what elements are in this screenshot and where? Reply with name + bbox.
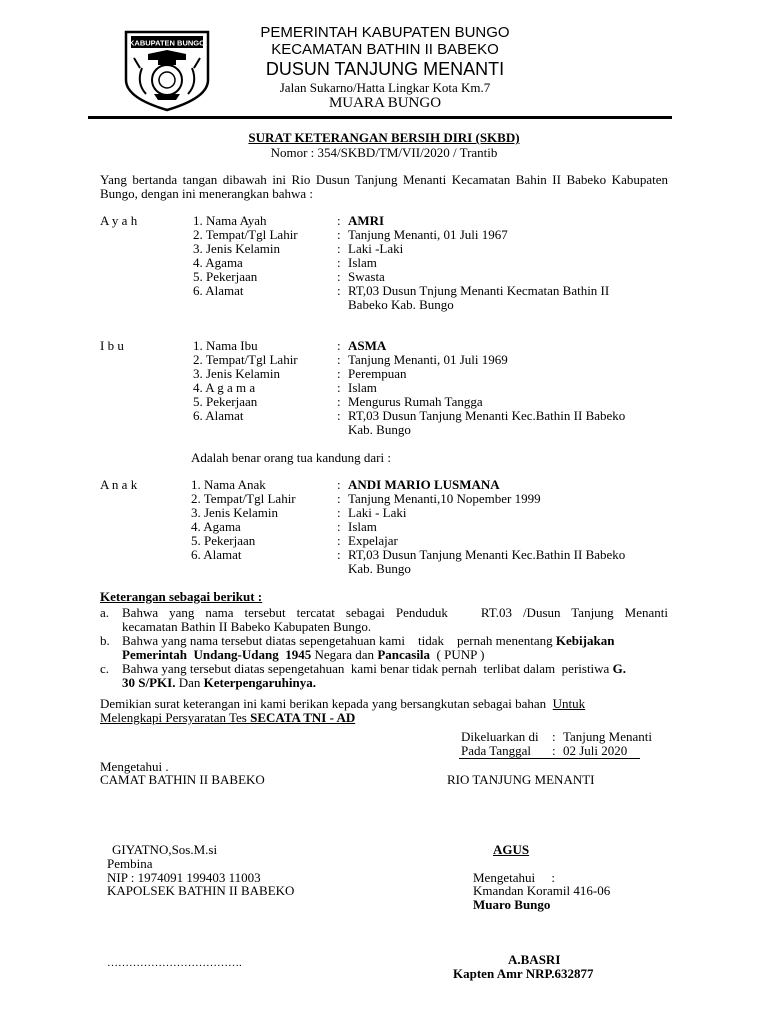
field-label: 3. Jenis Kelamin [191, 505, 279, 520]
field-value: RT,03 Dusun Tnjung Menanti Kecmatan Bathin II [348, 283, 610, 298]
koramil-title: Kmandan Koramil 416-06 [473, 883, 611, 898]
list-text-bold: Pancasila [377, 647, 431, 662]
list-text-continued: kecamatan Bathin II Babeko Kabupaten Bungo. [122, 619, 372, 634]
list-marker: c. [100, 661, 110, 676]
colon: : [337, 519, 341, 534]
colon: : [337, 352, 341, 367]
closing-underlined: Untuk [552, 696, 586, 711]
field-value: Tanjung Menanti,10 Nopember 1999 [348, 491, 541, 506]
closing-text: Demikian surat keterangan ini kami berikan kepada yang bersangkutan sebagai bahan [100, 696, 553, 711]
colon: : [337, 269, 341, 284]
colon: : [337, 366, 341, 381]
colon: : [337, 283, 341, 298]
field-label: 6. Alamat [191, 547, 242, 562]
field-label: 1. Nama Anak [191, 477, 266, 492]
keterangan-heading: Keterangan sebagai berikut : [100, 589, 263, 604]
field-label: 1. Nama Ayah [193, 213, 267, 228]
colon: : [552, 729, 556, 744]
colon: : [337, 408, 341, 423]
colon: : [337, 380, 341, 395]
mengetahui-koramil-label: Mengetahui : [473, 870, 555, 885]
colon: : [337, 547, 341, 562]
field-value-continued: Babeko Kab. Bungo [348, 297, 454, 312]
ayah-name-value: AMRI [348, 213, 385, 228]
field-value-continued: Kab. Bungo [348, 561, 411, 576]
field-label: 4. Agama [193, 255, 243, 270]
ayah-heading: A y a h [100, 213, 138, 228]
field-label: 2. Tempat/Tgl Lahir [193, 227, 298, 242]
kapolsek-title: KAPOLSEK BATHIN II BABEKO [107, 883, 295, 898]
kop-line-3: DUSUN TANJUNG MENANTI [265, 59, 505, 79]
colon: : [552, 743, 556, 758]
kop-divider [88, 116, 672, 119]
kop-address: Jalan Sukarno/Hatta Lingkar Kota Km.7 [279, 80, 491, 95]
field-label: 6. Alamat [193, 408, 244, 423]
closing-line-2 [100, 711, 355, 725]
kop-line-2: KECAMATAN BATHIN II BABEKO [271, 41, 499, 58]
field-label: 4. A g a m a [193, 380, 256, 395]
issued-date-value: 02 Juli 2020 [563, 743, 628, 758]
field-value-continued: Kab. Bungo [348, 422, 411, 437]
colon: : [337, 338, 341, 353]
field-value: Expelajar [348, 533, 398, 548]
field-label: 6. Alamat [193, 283, 244, 298]
list-text-part: Negara dan [311, 647, 378, 662]
field-value: Tanjung Menanti, 01 Juli 1969 [348, 352, 508, 367]
field-value: Laki - Laki [348, 505, 407, 520]
list-text-bold: 30 S/PKI. [122, 675, 176, 690]
koramil-rank: Kapten Amr NRP.632877 [453, 966, 594, 981]
emblem-label: KABUPATEN BUNGO [129, 38, 205, 48]
colon: : [337, 491, 341, 506]
field-label: 5. Pekerjaan [193, 394, 258, 409]
issued-underline [459, 758, 640, 759]
list-marker: b. [100, 633, 110, 648]
field-value: Laki -Laki [348, 241, 404, 256]
field-value: Swasta [348, 269, 385, 284]
list-text-part: ( PUNP ) [430, 647, 485, 662]
list-text-part: Bahwa yang tersebut diatas sepengetahuan kami benar tidak pernah terlibat dalam peristiwa [122, 661, 613, 676]
field-label: 2. Tempat/Tgl Lahir [193, 352, 298, 367]
letter-number: Nomor : 354/SKBD/TM/VII/2020 / Trantib [270, 145, 498, 160]
anak-heading: A n a k [100, 477, 138, 492]
kop-city: MUARA BUNGO [328, 95, 442, 111]
koramil-name: A.BASRI [508, 952, 561, 967]
colon: : [337, 394, 341, 409]
list-text: Bahwa yang nama tersebut tercatat sebagai Penduduk RT.03 /Dusun Tanjung Menanti [122, 605, 668, 620]
field-value: Islam [348, 380, 377, 395]
list-text-bold: Kebijakan [555, 633, 615, 648]
field-value: Islam [348, 519, 377, 534]
field-label: 5. Pekerjaan [193, 269, 258, 284]
list-marker: a. [100, 605, 110, 620]
colon: : [337, 505, 341, 520]
issued-place-value: Tanjung Menanti [563, 729, 652, 744]
colon: : [337, 241, 341, 256]
list-text-bold: Keterpengaruhinya. [203, 675, 316, 690]
closing-underlined: Melengkapi Persyaratan Tes [100, 710, 251, 725]
colon: : [337, 213, 341, 228]
list-text-continued [122, 676, 316, 690]
ibu-heading: I b u [100, 338, 124, 353]
colon: : [337, 255, 341, 270]
field-value: Perempuan [348, 366, 407, 381]
field-label: 1. Nama Ibu [193, 338, 258, 353]
anak-name-value: ANDI MARIO LUSMANA [348, 477, 500, 492]
colon: : [337, 227, 341, 242]
issued-date-label: Pada Tanggal [461, 743, 531, 758]
kapolsek-signature-dots: ………………………………. [107, 957, 242, 969]
list-text-bold: Pemerintah Undang-Udang 1945 [122, 647, 312, 662]
field-label: 2. Tempat/Tgl Lahir [191, 491, 296, 506]
list-text [122, 634, 614, 648]
closing-underlined-bold: SECATA TNI - AD [250, 710, 356, 725]
intro-paragraph: Yang bertanda tangan dibawah ini Rio Dusun Tanjung Menanti Kecamatan Bahin II Babeko Kabupaten Bungo, dengan ini menerangkan bahwa : [100, 172, 668, 201]
colon: : [337, 533, 341, 548]
list-text-part: Bahwa yang nama tersebut diatas sepengetahuan kami tidak pernah menentang [122, 633, 556, 648]
ibu-name-value: ASMA [348, 338, 387, 353]
colon: : [337, 477, 341, 492]
rio-name: AGUS [493, 842, 530, 857]
camat-title: CAMAT BATHIN II BABEKO [100, 772, 265, 787]
bridge-sentence: Adalah benar orang tua kandung dari : [191, 450, 391, 465]
issued-place-label: Dikeluarkan di [461, 729, 539, 744]
camat-rank: Pembina [107, 856, 153, 871]
field-value: Islam [348, 255, 377, 270]
mengetahui-label: Mengetahui . [100, 759, 169, 774]
letter-title: SURAT KETERANGAN BERSIH DIRI (SKBD) [248, 130, 520, 145]
field-label: 3. Jenis Kelamin [193, 241, 281, 256]
field-label: 3. Jenis Kelamin [193, 366, 281, 381]
camat-nip: NIP : 1974091 199403 11003 [107, 870, 261, 885]
field-label: 5. Pekerjaan [191, 533, 256, 548]
list-text-part: Dan [175, 675, 204, 690]
field-value: Mengurus Rumah Tangga [348, 394, 483, 409]
kabupaten-bungo-emblem [122, 28, 212, 112]
list-text [122, 662, 626, 676]
list-text-bold: G. [612, 661, 626, 676]
rio-title: RIO TANJUNG MENANTI [447, 772, 595, 787]
camat-name: GIYATNO,Sos.M.si [112, 842, 218, 857]
koramil-place: Muaro Bungo [473, 897, 551, 912]
field-value: RT,03 Dusun Tanjung Menanti Kec.Bathin II Babeko [348, 408, 626, 423]
field-value: Tanjung Menanti, 01 Juli 1967 [348, 227, 508, 242]
list-text-continued [122, 648, 484, 662]
kop-line-1: PEMERINTAH KABUPATEN BUNGO [260, 24, 510, 41]
field-value: RT,03 Dusun Tanjung Menanti Kec.Bathin II Babeko [348, 547, 626, 562]
field-label: 4. Agama [191, 519, 241, 534]
closing-line-1 [100, 697, 585, 711]
